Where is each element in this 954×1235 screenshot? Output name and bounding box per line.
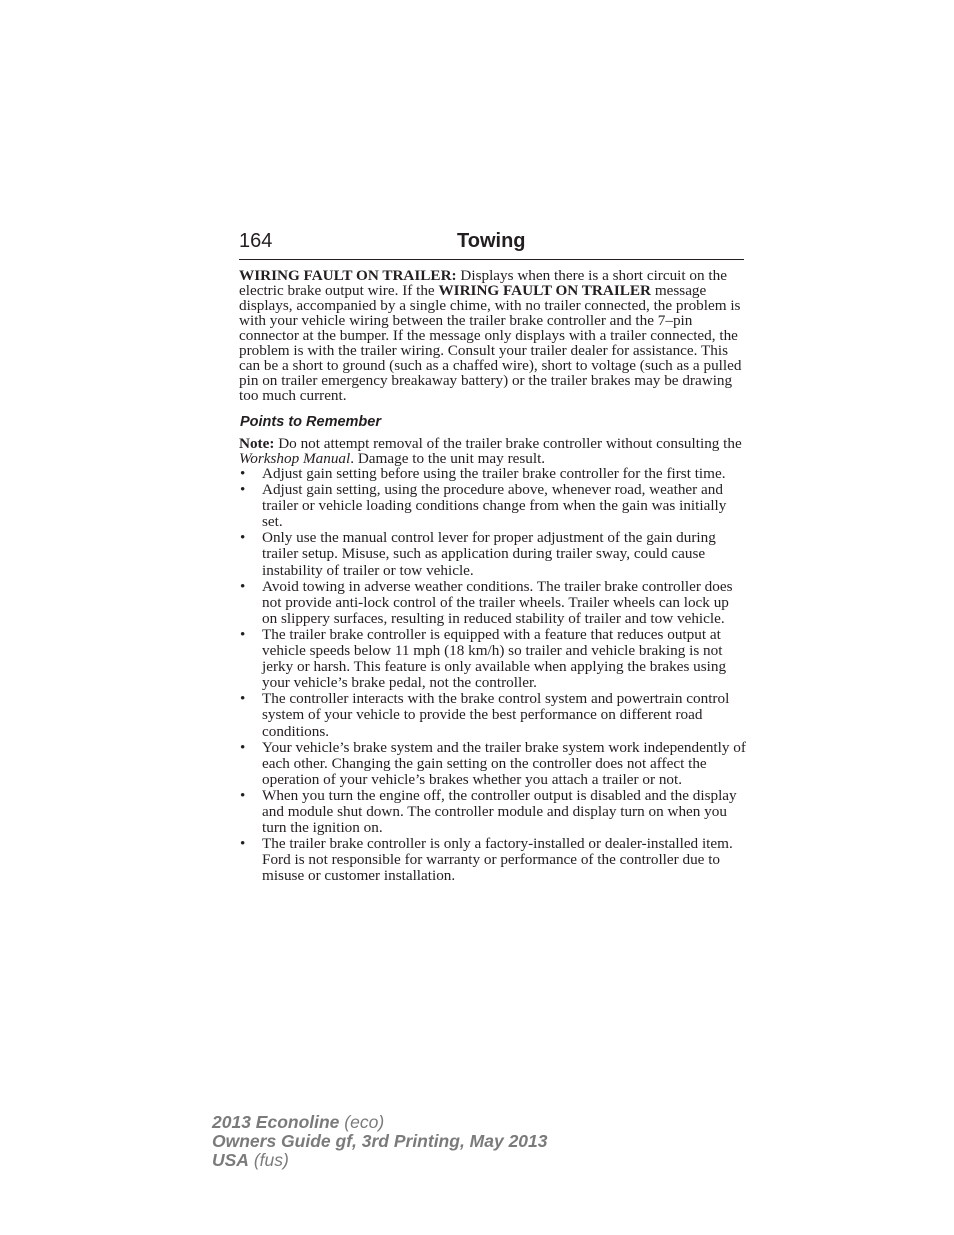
wiring-fault-text-2: message displays, accompanied by a single chime, with no trailer connected, the problem is with your vehicle wiring between the trailer brake controller and the 7–pin connector at the bumper. If the message only displays with a trailer connected, the problem is with the trailer wiring. Consult your trailer dealer for assistance. This can be a short to ground (such as a chaffed wire), short to voltage (such as a pulled pin on trailer emergency breakaway battery) or the trailer brakes may be drawing too much current. [239,282,742,404]
wiring-fault-label: WIRING FAULT ON TRAILER: [239,267,457,284]
list-item-text: Avoid towing in adverse weather conditions. The trailer brake controller does not provide anti-lock control of the trailer wheels. Trailer wheels can lock up on slippery surfaces, resulting in reduced stability of trailer and tow vehicle. [262,577,733,627]
footer-line-1 [212,1113,548,1132]
page-content [239,268,746,884]
footer-model-code: (eco) [339,1112,385,1132]
list-item [239,691,746,739]
list-item-text: The controller interacts with the brake control system and powertrain control system of your vehicle to provide the best performance on different road conditions. [262,690,730,740]
list-item [239,627,746,691]
list-item [239,836,746,884]
footer-line-3 [212,1151,548,1170]
footer-market-code: (fus) [248,1150,289,1170]
footer-model: 2013 Econoline [212,1112,340,1132]
bullet-icon: • [240,577,246,595]
list-item [239,482,746,530]
list-item-text: The trailer brake controller is equipped with a feature that reduces output at vehicle speeds below 11 mph (18 km/h) so trailer and vehicle braking is not jerky or harsh. This feature is only available when applying the brakes using your vehicle’s brake pedal, not the controller. [262,625,727,692]
bullet-icon: • [240,465,246,482]
list-item [239,530,746,578]
bullet-icon: • [240,529,246,547]
bullet-icon: • [240,690,246,708]
note-paragraph [239,436,746,466]
workshop-manual-ref: Workshop Manual [239,450,351,467]
bullet-icon: • [240,625,246,643]
list-item-text: Adjust gain setting, using the procedure above, whenever road, weather and trailer or vehicle loading conditions change from when the gain was initially set. [262,481,727,531]
wiring-fault-label-2: WIRING FAULT ON TRAILER [438,282,652,299]
wiring-fault-paragraph [239,268,746,403]
note-label: Note: [239,435,275,452]
note-text-1: Do not attempt removal of the trailer brake controller without consulting the [274,435,742,452]
list-item-text: Your vehicle’s brake system and the trailer brake system work independently of each other. Changing the gain setting on the controller does not affect the operation of your vehicle’s brakes whether you attach a trailer or not. [262,738,746,788]
list-item-text: Adjust gain setting before using the trailer brake controller for the first time. [262,465,726,482]
list-item [239,788,746,836]
footer-line-2: Owners Guide gf, 3rd Printing, May 2013 [212,1131,548,1151]
section-title: Towing [457,230,526,252]
points-heading: Points to Remember [240,414,381,430]
list-item-text: When you turn the engine off, the controller output is disabled and the display and module shut down. The controller module and display turn on when you turn the ignition on. [262,786,737,837]
list-item [239,466,746,482]
wiring-fault-text-1: Displays when there is a short circuit on the electric brake output wire. If the [239,267,727,299]
bullet-icon: • [240,786,246,804]
page-header [239,229,744,260]
page-footer [212,1113,548,1170]
list-item-text: Only use the manual control lever for proper adjustment of the gain during trailer setup. Misuse, such as application during trailer sway, could cause instability of trailer or tow vehicle. [262,529,716,579]
list-item [239,740,746,788]
bullet-icon: • [240,835,246,853]
note-text-2: . Damage to the unit may result. [350,450,546,467]
list-item-text: The trailer brake controller is only a factory-installed or dealer-installed item. Ford is not responsible for warranty or performance of the controller due to misuse or customer installation. [262,835,733,885]
footer-market: USA [212,1150,249,1170]
bullet-icon: • [240,738,246,756]
bullet-list [239,466,746,884]
list-item [239,579,746,627]
page-number: 164 [239,230,273,252]
bullet-icon: • [240,481,246,499]
